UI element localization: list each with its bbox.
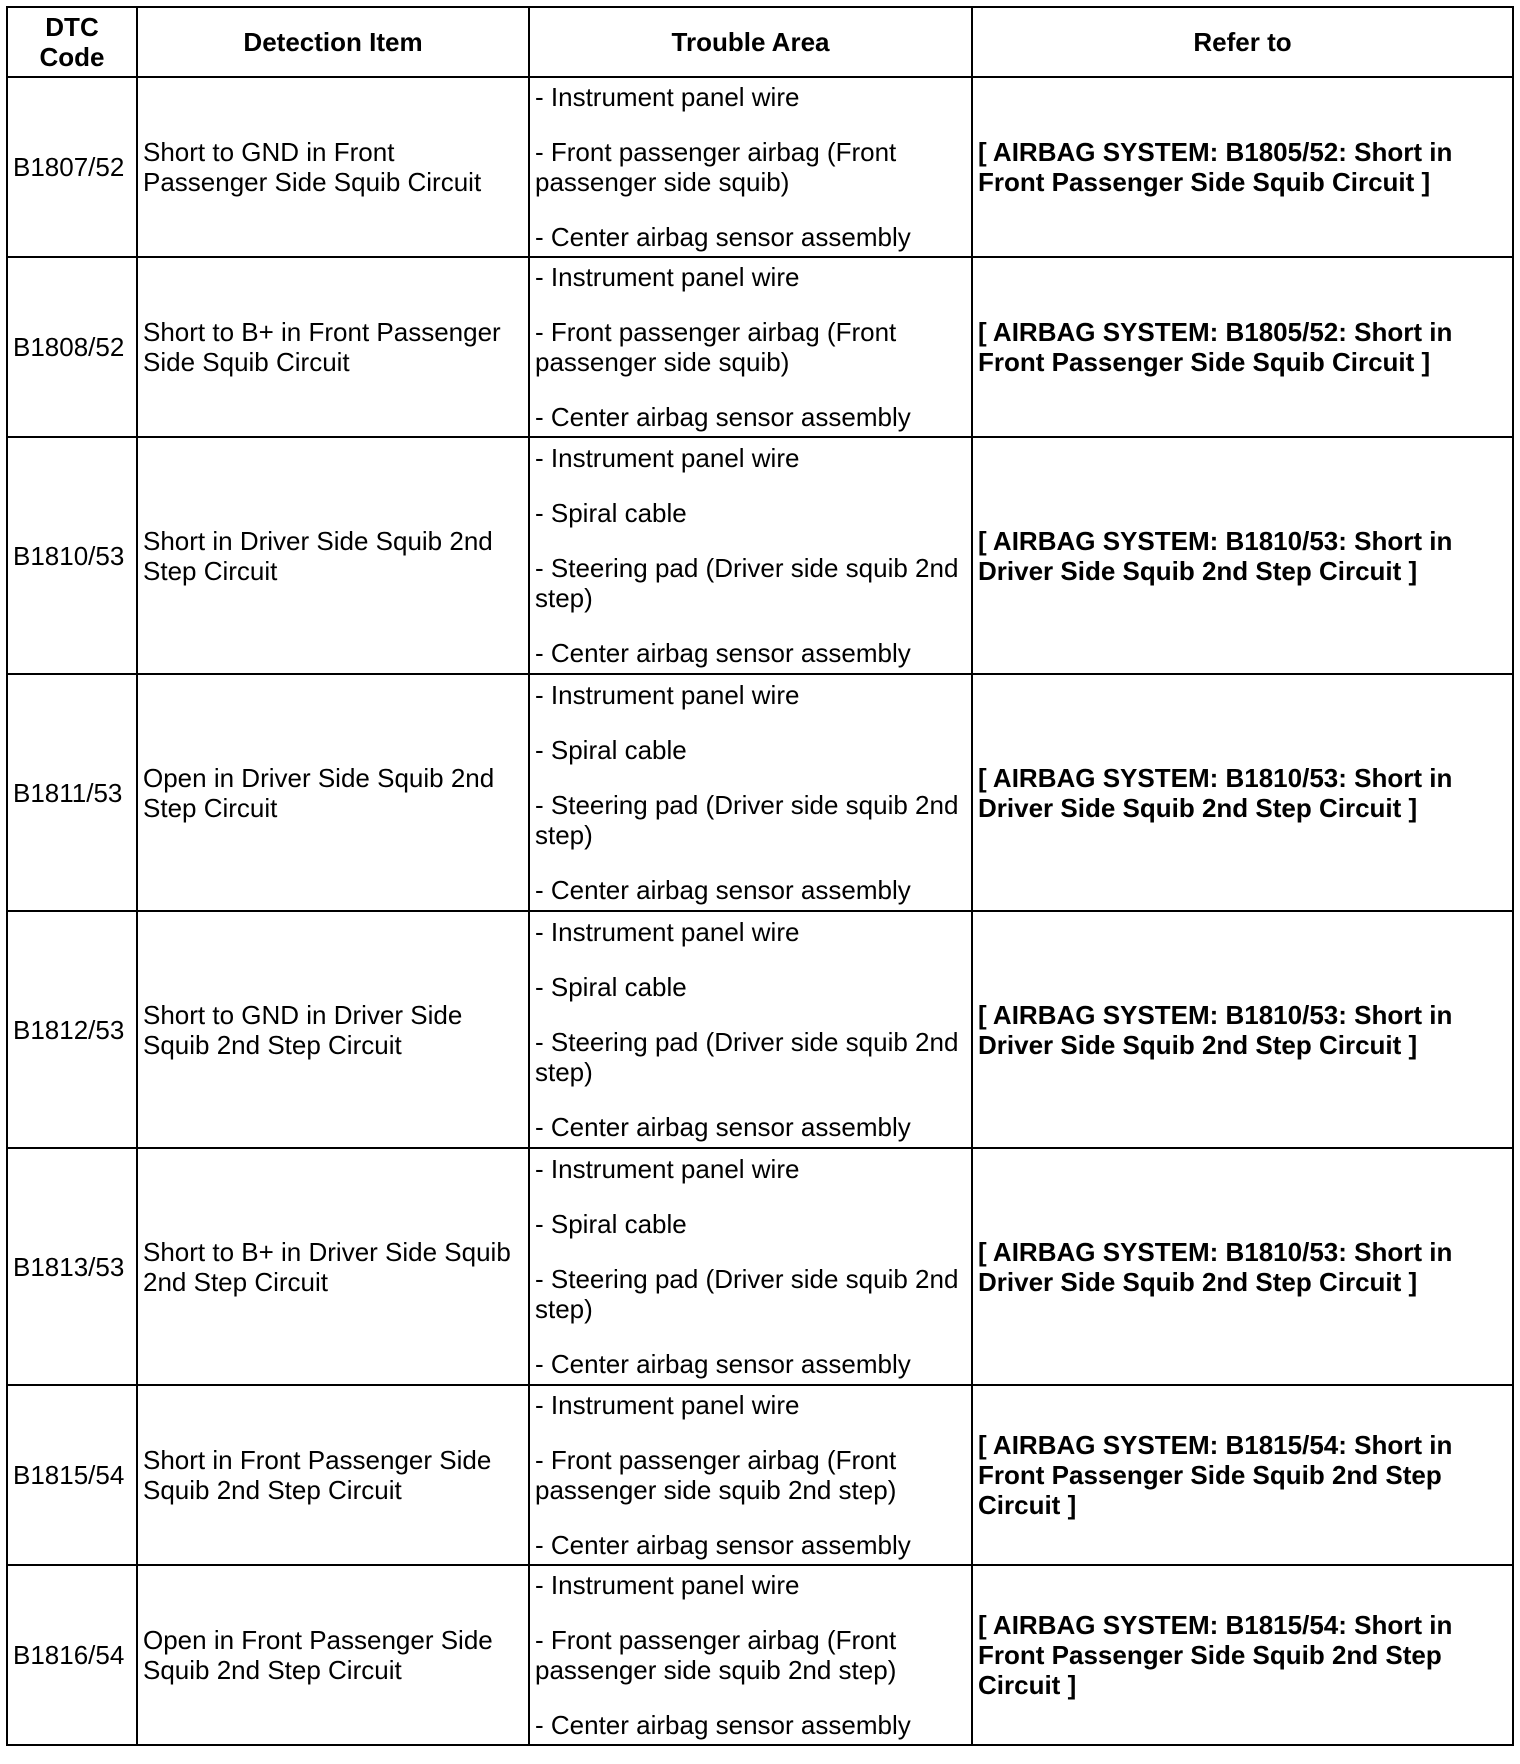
detection-item-cell: Short in Driver Side Squib 2nd Step Circuit [137, 437, 529, 674]
trouble-area-item: - Steering pad (Driver side squib 2nd step) [535, 790, 959, 850]
dtc-code-cell: B1811/53 [7, 674, 137, 911]
trouble-area-cell [529, 77, 972, 257]
dtc-code-cell: B1816/54 [7, 1565, 137, 1745]
refer-to-cell: [ AIRBAG SYSTEM: B1810/53: Short in Driver Side Squib 2nd Step Circuit ] [972, 911, 1513, 1148]
dtc-code-cell: B1813/53 [7, 1148, 137, 1385]
refer-to-cell: [ AIRBAG SYSTEM: B1810/53: Short in Driver Side Squib 2nd Step Circuit ] [972, 437, 1513, 674]
trouble-area-item: - Instrument panel wire [535, 82, 800, 112]
detection-item-cell: Short to GND in Driver Side Squib 2nd Step Circuit [137, 911, 529, 1148]
table-row [7, 674, 1513, 911]
trouble-area-item: - Instrument panel wire [535, 917, 800, 947]
trouble-area-item: - Front passenger airbag (Front passenger side squib 2nd step) [535, 1625, 897, 1685]
trouble-area-item: - Front passenger airbag (Front passenger side squib) [535, 317, 897, 377]
header-refer-to: Refer to [972, 7, 1513, 77]
trouble-area-item: - Instrument panel wire [535, 680, 800, 710]
table-row [7, 437, 1513, 674]
trouble-area-cell [529, 1148, 972, 1385]
trouble-area-item: - Steering pad (Driver side squib 2nd step) [535, 553, 959, 613]
trouble-area-item: - Center airbag sensor assembly [535, 222, 911, 252]
header-dtc-code: DTC Code [7, 7, 137, 77]
trouble-area-item: - Spiral cable [535, 735, 687, 765]
dtc-code-cell: B1808/52 [7, 257, 137, 437]
table-row [7, 1148, 1513, 1385]
detection-item-cell: Short in Front Passenger Side Squib 2nd Step Circuit [137, 1385, 529, 1565]
trouble-area-cell [529, 674, 972, 911]
table-row [7, 1565, 1513, 1745]
refer-to-cell: [ AIRBAG SYSTEM: B1805/52: Short in Front Passenger Side Squib Circuit ] [972, 257, 1513, 437]
trouble-area-item: - Instrument panel wire [535, 262, 800, 292]
header-detection-item: Detection Item [137, 7, 529, 77]
refer-to-cell: [ AIRBAG SYSTEM: B1810/53: Short in Driver Side Squib 2nd Step Circuit ] [972, 1148, 1513, 1385]
dtc-code-cell: B1812/53 [7, 911, 137, 1148]
refer-to-cell: [ AIRBAG SYSTEM: B1815/54: Short in Front Passenger Side Squib 2nd Step Circuit ] [972, 1385, 1513, 1565]
table-row [7, 77, 1513, 257]
trouble-area-item: - Spiral cable [535, 972, 687, 1002]
trouble-area-cell [529, 437, 972, 674]
detection-item-cell: Short to B+ in Front Passenger Side Squib Circuit [137, 257, 529, 437]
trouble-area-item: - Front passenger airbag (Front passenger side squib 2nd step) [535, 1445, 897, 1505]
trouble-area-item: - Spiral cable [535, 498, 687, 528]
trouble-area-item: - Instrument panel wire [535, 1570, 800, 1600]
trouble-area-item: - Center airbag sensor assembly [535, 1349, 911, 1379]
dtc-code-cell: B1815/54 [7, 1385, 137, 1565]
header-trouble-area: Trouble Area [529, 7, 972, 77]
trouble-area-item: - Center airbag sensor assembly [535, 1112, 911, 1142]
trouble-area-item: - Center airbag sensor assembly [535, 875, 911, 905]
detection-item-cell: Short to B+ in Driver Side Squib 2nd Step Circuit [137, 1148, 529, 1385]
refer-to-cell: [ AIRBAG SYSTEM: B1810/53: Short in Driver Side Squib 2nd Step Circuit ] [972, 674, 1513, 911]
detection-item-cell: Open in Front Passenger Side Squib 2nd Step Circuit [137, 1565, 529, 1745]
trouble-area-item: - Center airbag sensor assembly [535, 638, 911, 668]
trouble-area-item: - Steering pad (Driver side squib 2nd step) [535, 1027, 959, 1087]
trouble-area-cell [529, 1385, 972, 1565]
table-row [7, 911, 1513, 1148]
dtc-table [6, 6, 1514, 1746]
dtc-code-cell: B1807/52 [7, 77, 137, 257]
detection-item-cell: Open in Driver Side Squib 2nd Step Circuit [137, 674, 529, 911]
trouble-area-cell [529, 911, 972, 1148]
trouble-area-item: - Instrument panel wire [535, 443, 800, 473]
table-row [7, 1385, 1513, 1565]
refer-to-cell: [ AIRBAG SYSTEM: B1815/54: Short in Front Passenger Side Squib 2nd Step Circuit ] [972, 1565, 1513, 1745]
trouble-area-cell [529, 1565, 972, 1745]
trouble-area-item: - Center airbag sensor assembly [535, 1530, 911, 1560]
trouble-area-item: - Instrument panel wire [535, 1154, 800, 1184]
table-row [7, 257, 1513, 437]
dtc-code-cell: B1810/53 [7, 437, 137, 674]
trouble-area-cell [529, 257, 972, 437]
trouble-area-item: - Instrument panel wire [535, 1390, 800, 1420]
table-body [7, 77, 1513, 1745]
detection-item-cell: Short to GND in Front Passenger Side Squib Circuit [137, 77, 529, 257]
trouble-area-item: - Spiral cable [535, 1209, 687, 1239]
trouble-area-item: - Center airbag sensor assembly [535, 1710, 911, 1740]
trouble-area-item: - Steering pad (Driver side squib 2nd step) [535, 1264, 959, 1324]
header-row [7, 7, 1513, 77]
refer-to-cell: [ AIRBAG SYSTEM: B1805/52: Short in Front Passenger Side Squib Circuit ] [972, 77, 1513, 257]
trouble-area-item: - Front passenger airbag (Front passenger side squib) [535, 137, 897, 197]
trouble-area-item: - Center airbag sensor assembly [535, 402, 911, 432]
